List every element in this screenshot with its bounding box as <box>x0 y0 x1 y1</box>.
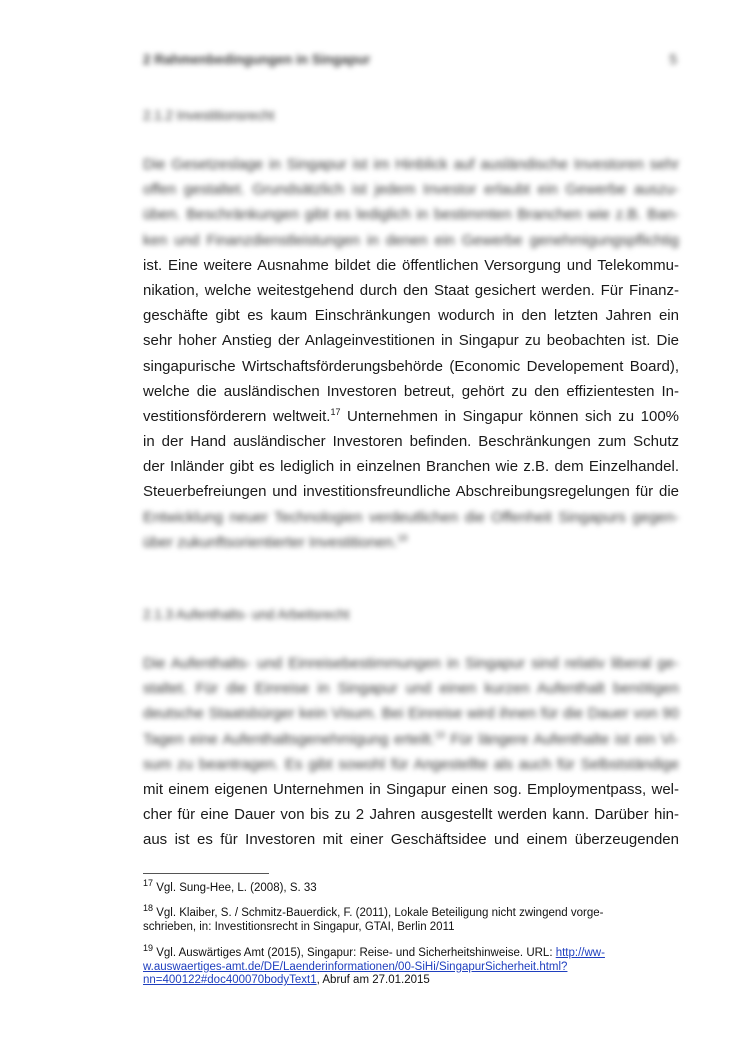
paragraph-investitionsrecht <box>143 152 679 555</box>
footnote-number: 19 <box>143 943 154 954</box>
text-line: aus ist es für Investoren mit einer Geschäftsidee und einem überzeugenden <box>143 831 679 849</box>
text-line: ken und Finanzdienstleistungen in denen ein Gewerbe genehmigungspflichtig <box>143 231 679 249</box>
footnote-18 <box>143 903 679 934</box>
text-line: nikation, welche weitestgehend durch den Staat gesichert werden. Für Finanz- <box>143 281 679 299</box>
footnote-url-link[interactable]: w.auswaertiges-amt.de/DE/Laenderinformationen/00-SiHi/SingapurSicherheit.html? <box>143 960 568 973</box>
footnote-url-link[interactable]: http://ww- <box>555 947 605 959</box>
paragraph-aufenthaltsrecht <box>143 651 679 853</box>
text-line: sum zu beantragen. Es gibt sowohl für Angestellte als auch für Selbstständige <box>143 755 679 773</box>
text-line: sehr hoher Anstieg der Anlageinvestitionen in Singapur zu beobachten ist. Die <box>143 332 679 350</box>
text-line: üben. Beschränkungen gibt es lediglich in bestimmten Branchen wie z.B. Ban- <box>143 206 679 224</box>
footnote-ref-18[interactable]: 18 <box>397 532 408 543</box>
text-line: der Inländer gibt es lediglich in einzelnen Branchen wie z.B. dem Einzelhandel. <box>143 458 679 476</box>
text-line: cher für eine Dauer von bis zu 2 Jahren ausgestellt werden kann. Darüber hin- <box>143 806 679 824</box>
footnote-divider <box>143 873 269 874</box>
footnote-number: 18 <box>143 903 154 914</box>
footnote-17 <box>143 878 679 896</box>
text-line <box>143 404 679 429</box>
text-line: Die Aufenthalts- und Einreisebestimmungen in Singapur sind relativ liberal ge- <box>143 655 679 672</box>
footnote-number: 17 <box>143 878 154 889</box>
footnote-line <box>143 943 679 961</box>
text-line: Die Gesetzeslage in Singapur ist im Hinblick auf ausländische Investoren sehr <box>143 156 679 173</box>
text-line-start: vestitionsförderern weltweit. <box>143 407 331 425</box>
section-heading-aufenthaltsrecht: 2.1.3 Aufenthalts- und Arbeitsrecht <box>143 607 350 622</box>
text-line: staltet. Für die Einreise in Singapur und einen kurzen Aufenthalt benötigen <box>143 680 679 698</box>
footnote-line <box>143 961 679 975</box>
text-line <box>143 727 679 752</box>
chapter-title: 2 Rahmenbedingungen in Singapur <box>143 52 371 67</box>
footnote-line <box>143 878 679 896</box>
text-line: deutsche Staatsbürger kein Visum. Bei Einreise wird ihnen für die Dauer von 90 <box>143 705 679 723</box>
text-line-end: Für längere Aufenthalte ist ein Vi- <box>444 730 679 748</box>
footnote-ref-17[interactable]: 17 <box>330 406 341 417</box>
text-line: welche die ausländischen Investoren betreut, gehört zu den effizientesten In- <box>143 382 679 400</box>
text-line: mit einem eigenen Unternehmen in Singapur einen sog. Employmentpass, wel- <box>143 780 679 798</box>
text-line-end: Unternehmen in Singapur können sich zu 100% <box>340 407 680 425</box>
page-number: 5 <box>669 52 677 67</box>
text-line: singapurische Wirtschaftsförderungsbehörde (Economic Developement Board), <box>143 357 679 375</box>
footnote-text: Vgl. Auswärtiges Amt (2015), Singapur: Reise- und Sicherheitshinweise. URL: <box>153 947 556 959</box>
text-line: Steuerbefreiungen und investitionsfreundliche Abschreibungsregelungen für die <box>143 483 679 501</box>
footnote-line: schrieben, in: Investitionsrecht in Singapur, GTAI, Berlin 2011 <box>143 920 455 933</box>
section-heading-investitionsrecht: 2.1.2 Investitionsrecht <box>143 108 275 123</box>
text-line <box>143 530 679 555</box>
footnote-line <box>143 974 679 988</box>
text-line: geschäfte gibt es kaum Einschränkungen wodurch in den letzten Jahren ein <box>143 307 679 325</box>
text-line: offen gestaltet. Grundsätzlich ist jedem Investor erlaubt ein Gewerbe auszu- <box>143 181 679 199</box>
footnote-19 <box>143 943 679 988</box>
text-line: Entwicklung neuer Technologien verdeutlichen die Offenheit Singapurs gegen- <box>143 508 679 526</box>
footnote-text: Vgl. Sung-Hee, L. (2008), S. 33 <box>153 882 317 894</box>
text-line: ist. Eine weitere Ausnahme bildet die öffentlichen Versorgung und Telekommu- <box>143 256 679 274</box>
text-line-start: Tagen eine Aufenthaltsgenehmigung erteilt. <box>143 730 435 748</box>
text-line-start: über zukunftsorientierter Investitionen. <box>143 533 398 551</box>
text-line: in der Hand ausländischer Investoren befinden. Beschränkungen zum Schutz <box>143 433 679 451</box>
footnote-ref-19[interactable]: 19 <box>434 729 445 740</box>
footnote-text: , Abruf am 27.01.2015 <box>316 974 430 986</box>
footnote-line <box>143 903 679 921</box>
footnote-text: Vgl. Klaiber, S. / Schmitz-Bauerdick, F. (2011), Lokale Beteiligung nicht zwingend vorge- <box>153 907 604 919</box>
page-header <box>143 52 677 72</box>
footnote-url-link[interactable]: nn=400122#doc400070bodyText1 <box>143 974 317 986</box>
